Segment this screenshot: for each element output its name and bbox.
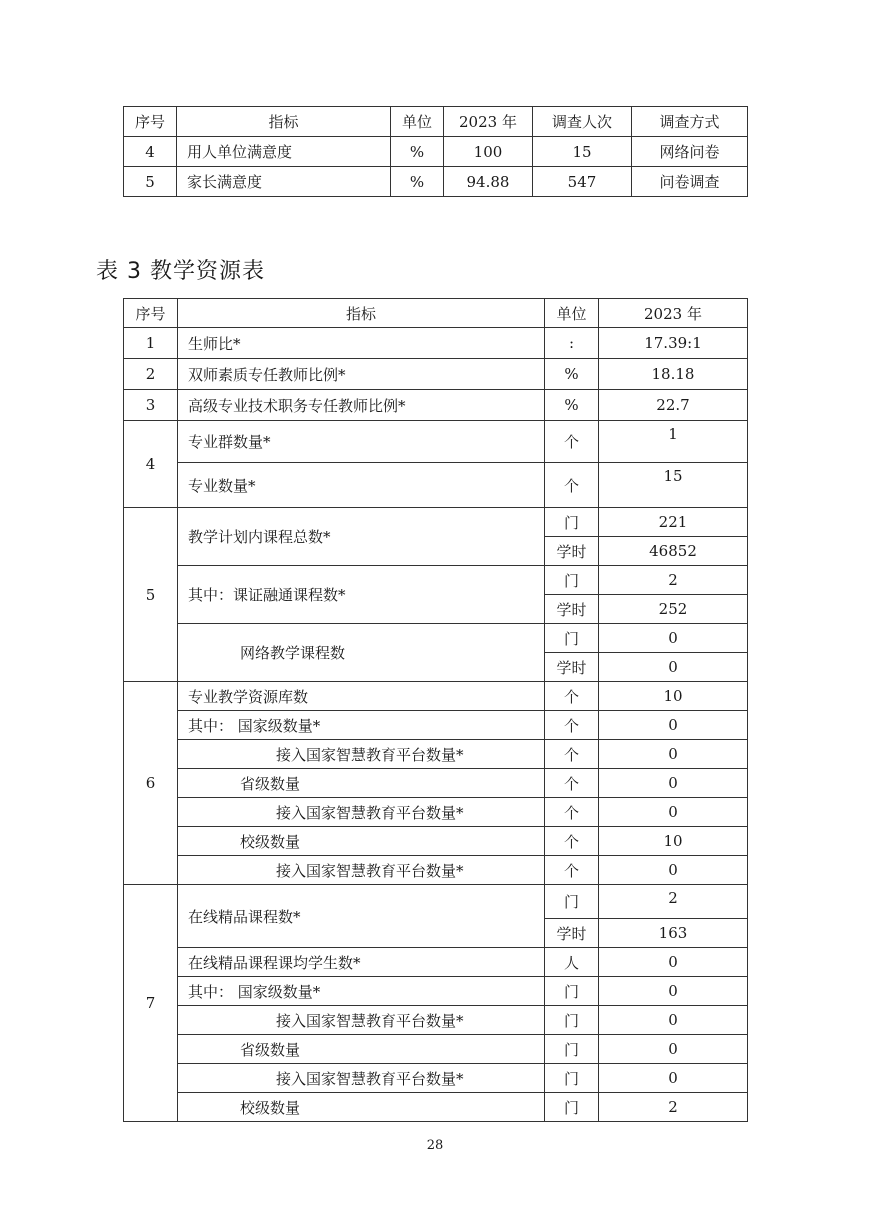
table-row (124, 885, 748, 919)
row-value: 2 (599, 1093, 748, 1122)
row-indicator: 接入国家智慧教育平台数量* (178, 740, 545, 769)
row-unit: 个 (545, 769, 599, 798)
row-value: 46852 (599, 537, 748, 566)
table-row (124, 328, 748, 359)
row-unit: 门 (545, 977, 599, 1006)
row-value: 100 (444, 137, 533, 167)
row-value: 0 (599, 1035, 748, 1064)
row-indicator: 教学计划内课程总数* (178, 508, 545, 566)
table-row (124, 421, 748, 463)
row-indicator: 专业群数量* (178, 421, 545, 463)
row-value: 2 (599, 885, 748, 919)
row-value: 0 (599, 769, 748, 798)
header-no: 序号 (124, 107, 177, 137)
table-title: 表 3 教学资源表 (96, 259, 265, 284)
table-row (124, 740, 748, 769)
table-row (124, 1093, 748, 1122)
row-count: 547 (533, 167, 632, 197)
row-indicator: 用人单位满意度 (177, 137, 391, 167)
row-value: 10 (599, 827, 748, 856)
row-value: 94.88 (444, 167, 533, 197)
table-row (124, 856, 748, 885)
row-unit: % (545, 359, 599, 390)
row-unit: 个 (545, 682, 599, 711)
page-number: 28 (426, 1138, 444, 1153)
header-unit: 单位 (391, 107, 444, 137)
table-header-row (124, 107, 748, 137)
row-value: 18.18 (599, 359, 748, 390)
table-row (124, 798, 748, 827)
row-indicator: 生师比* (178, 328, 545, 359)
row-no: 4 (124, 137, 177, 167)
row-indicator: 省级数量 (178, 1035, 545, 1064)
row-value: 0 (599, 740, 748, 769)
table-row (124, 1006, 748, 1035)
row-unit: : (545, 328, 599, 359)
table-row (124, 827, 748, 856)
header-indicator: 指标 (177, 107, 391, 137)
row-indicator: 接入国家智慧教育平台数量* (178, 798, 545, 827)
row-value: 252 (599, 595, 748, 624)
row-unit: 个 (545, 827, 599, 856)
row-unit: 学时 (545, 653, 599, 682)
row-indicator: 网络教学课程数 (178, 624, 545, 682)
row-unit: 门 (545, 566, 599, 595)
row-unit: 门 (545, 1006, 599, 1035)
row-unit: 门 (545, 1064, 599, 1093)
table-row (124, 390, 748, 421)
table-header-row (124, 299, 748, 328)
row-indicator: 双师素质专任教师比例* (178, 359, 545, 390)
row-unit: 门 (545, 885, 599, 919)
row-value: 0 (599, 798, 748, 827)
row-no: 2 (124, 359, 178, 390)
teaching-resources-table (123, 298, 748, 1122)
row-value: 0 (599, 856, 748, 885)
row-no: 5 (124, 508, 178, 682)
row-no: 4 (124, 421, 178, 508)
row-unit: 个 (545, 463, 599, 508)
row-unit: % (391, 137, 444, 167)
table-row (124, 167, 748, 197)
row-value: 0 (599, 948, 748, 977)
header-year: 2023 年 (599, 299, 748, 328)
row-value: 0 (599, 653, 748, 682)
row-no: 1 (124, 328, 178, 359)
row-value: 0 (599, 711, 748, 740)
row-no: 3 (124, 390, 178, 421)
table-row (124, 508, 748, 537)
row-indicator: 家长满意度 (177, 167, 391, 197)
row-value: 1 (599, 421, 748, 463)
header-count: 调查人次 (533, 107, 632, 137)
table-row (124, 624, 748, 653)
row-value: 17.39:1 (599, 328, 748, 359)
row-indicator: 接入国家智慧教育平台数量* (178, 1006, 545, 1035)
table-row (124, 1064, 748, 1093)
table-row (124, 769, 748, 798)
row-unit: 学时 (545, 537, 599, 566)
row-indicator: 专业数量* (178, 463, 545, 508)
row-indicator: 在线精品课程数* (178, 885, 545, 948)
table-row (124, 463, 748, 508)
row-unit: 门 (545, 508, 599, 537)
header-year: 2023 年 (444, 107, 533, 137)
header-unit: 单位 (545, 299, 599, 328)
table-row (124, 566, 748, 595)
row-unit: 学时 (545, 919, 599, 948)
row-indicator: 专业教学资源库数 (178, 682, 545, 711)
row-indicator: 省级数量 (178, 769, 545, 798)
row-value: 0 (599, 1006, 748, 1035)
row-indicator: 其中：课证融通课程数* (178, 566, 545, 624)
table-row (124, 711, 748, 740)
row-count: 15 (533, 137, 632, 167)
row-indicator: 在线精品课程课均学生数* (178, 948, 545, 977)
row-unit: 门 (545, 624, 599, 653)
row-indicator: 其中： 国家级数量* (178, 711, 545, 740)
row-unit: 个 (545, 711, 599, 740)
row-unit: % (391, 167, 444, 197)
row-value: 2 (599, 566, 748, 595)
row-unit: 个 (545, 740, 599, 769)
row-indicator: 高级专业技术职务专任教师比例* (178, 390, 545, 421)
header-no: 序号 (124, 299, 178, 328)
row-method: 网络问卷 (632, 137, 748, 167)
row-unit: 门 (545, 1035, 599, 1064)
header-method: 调查方式 (632, 107, 748, 137)
row-value: 0 (599, 624, 748, 653)
table-row (124, 977, 748, 1006)
row-value: 0 (599, 977, 748, 1006)
table-row (124, 137, 748, 167)
table-row (124, 1035, 748, 1064)
row-unit: 人 (545, 948, 599, 977)
row-value: 0 (599, 1064, 748, 1093)
row-unit: 个 (545, 421, 599, 463)
row-no: 6 (124, 682, 178, 885)
row-indicator: 校级数量 (178, 1093, 545, 1122)
satisfaction-table (123, 106, 748, 197)
header-indicator: 指标 (178, 299, 545, 328)
row-value: 10 (599, 682, 748, 711)
row-unit: 门 (545, 1093, 599, 1122)
row-indicator: 接入国家智慧教育平台数量* (178, 1064, 545, 1093)
row-value: 163 (599, 919, 748, 948)
row-value: 221 (599, 508, 748, 537)
row-indicator: 校级数量 (178, 827, 545, 856)
row-method: 问卷调查 (632, 167, 748, 197)
row-indicator: 接入国家智慧教育平台数量* (178, 856, 545, 885)
row-no: 5 (124, 167, 177, 197)
row-unit: 学时 (545, 595, 599, 624)
row-unit: 个 (545, 856, 599, 885)
row-unit: % (545, 390, 599, 421)
row-no: 7 (124, 885, 178, 1122)
row-value: 22.7 (599, 390, 748, 421)
table-row (124, 359, 748, 390)
row-indicator: 其中： 国家级数量* (178, 977, 545, 1006)
table-row (124, 682, 748, 711)
row-value: 15 (599, 463, 748, 508)
table-row (124, 948, 748, 977)
row-unit: 个 (545, 798, 599, 827)
